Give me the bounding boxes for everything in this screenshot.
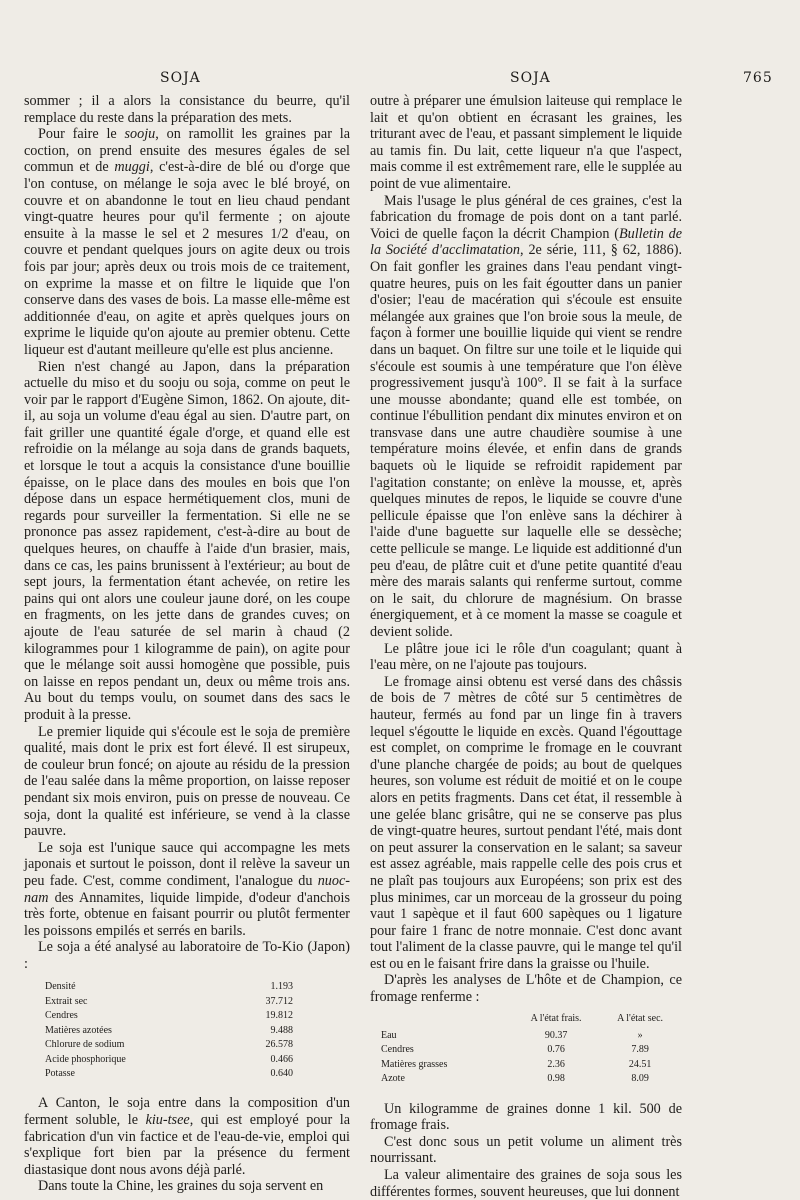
table-cell-value: 26.578: [265, 1039, 293, 1051]
table-cell-label: Extrait sec: [45, 995, 88, 1007]
table-cell-value: 19.812: [265, 1010, 293, 1022]
paragraph: D'après les analyses de L'hôte et de Champion, ce fromage renferme :: [370, 972, 682, 1006]
left-column: [24, 93, 350, 1195]
analysis-table-tokio: [44, 980, 294, 1081]
table-cell-dry: 24.51: [628, 1058, 652, 1070]
table-row: [380, 1043, 680, 1057]
table-row: [380, 1029, 680, 1043]
table-cell-value: 0.640: [270, 1067, 293, 1079]
paragraph: Le premier liquide qui s'écoule est le soja de première qualité, mais dont le prix est fort élevé. Il est sirupeux, de couleur brun foncé; on ajoute au résidu de la pression de l'eau salée dans la même proportion, on laisse reposer pendant six mois environ, puis on presse de nouveau. Ce soja, dont la qualité est inférieure, se vend à la classe pauvre.: [24, 723, 350, 840]
table-cell-label: Chlorure de sodium: [45, 1039, 125, 1051]
paragraph: Rien n'est changé au Japon, dans la préparation actuelle du miso et du sooju ou soja, comme on peut le voir par le rapport d'Eugène Simon, 1862. On ajoute, dit-il, au soja un volume d'eau égal au sien. D'autre part, on fait griller une quantité égale d'orge, et quand elle est refroidie on la mélange au soja dans de grands baquets, et lorsque le tout a acquis la consistance d'une bouillie épaisse, on le place dans des moules en bois que l'on dépose dans un espace hermétiquement clos, muni de regards pour surveiller la fermentation. Si elle ne se prononce pas assez rapidement, c'est-à-dire au bout de quelques heures, on chauffe à l'aide d'un brasier, mais, dans ce cas, les pains brunissent à l'extérieur; au bout de sept jours, la fermentation étant achevée, on retire les pains qui ont alors une couleur jaune doré, on les coupe en fragments, on les jette dans de grandes cuves; on ajoute de l'eau saturée de sel marin à chaud (2 kilogrammes pour 1 kilogramme de pain), on agite pour que le mélange soit aussi homogène que possible, puis on laisse en repos pendant un, deux ou même trois ans. Au bout du temps voulu, on soumet dans des sacs le produit à la presse.: [24, 358, 350, 723]
table-row: [44, 1009, 294, 1023]
table-row: [44, 1053, 294, 1067]
paragraph: sommer ; il a alors la consistance du beurre, qu'il remplace du reste dans la préparation des mets.: [24, 93, 350, 126]
paragraph: A Canton, le soja entre dans la composition d'un ferment soluble, le kiu-tsee, qui est employé pour la fabrication d'un vin factice et de l'eau-de-vie, emploi qui s'explique fort bien par la présence du ferment diastasique dont nous avons déjà parlé.: [24, 1095, 350, 1178]
table-cell-label: Matières azotées: [45, 1024, 112, 1036]
paragraph: Le fromage ainsi obtenu est versé dans des châssis de bois de 7 mètres de côté sur 5 centimètres de hauteur, fermés au fond par un linge fin à travers lequel s'égoutte le liquide en excès. Quand l'égouttage est complet, on comprime le fromage en le couvrant d'une planche chargée de poids; au bout de quelques heures, son volume est réduit de moitié et on le coupe alors en petits fragments. Dans cet état, il ressemble à une gelée blanc grisâtre, qui ne se conserve pas plus de vingt-quatre heures, surtout pendant l'été, mais dont on peut assurer la conservation en le salant; sa saveur est assez agréable, mais rappelle celle des pois crus et ne plaît pas toujours aux Européens; son prix est des plus minimes, car un morceau de la grosseur du poing vaut 1 sapèque et il faut 600 sapèques ou 1 ligature pour faire 1 franc de notre monnaie. C'est donc avant tout l'aliment de la classe pauvre, qui le mange tel qu'il est ou en le faisant frire dans la graisse ou l'huile.: [370, 673, 682, 972]
table-cell-fresh: 0.76: [547, 1044, 565, 1056]
paragraph: outre à préparer une émulsion laiteuse qui remplace le lait et qu'on obtient en écrasant les graines, les triturant avec de l'eau, et passant simplement le liquide au tamis fin. Du lait, cette liqueur n'a que l'aspect, mais comme il est extrêmement rare, elle le supplée au point de vue alimentaire.: [370, 93, 682, 192]
table-cell-label: Cendres: [45, 1010, 78, 1022]
table-row: [380, 1072, 680, 1086]
table-cell-label: Acide phosphorique: [45, 1053, 126, 1065]
table-row: [380, 1058, 680, 1072]
paragraph: Le soja est l'unique sauce qui accompagne les mets japonais et surtout le poisson, dont il relève la saveur un peu fade. C'est, comme condiment, l'analogue du nuoc-nam des Annamites, liquide limpide, d'odeur d'anchois très forte, obtenue en faisant pourrir ou plutôt fermenter les poissons empilés et serrés en barils.: [24, 839, 350, 939]
paragraph: Le plâtre joue ici le rôle d'un coagulant; quant à l'eau mère, on ne l'ajoute pas toujours.: [370, 640, 682, 674]
header-left-title: SOJA: [160, 70, 201, 86]
paragraph: Mais l'usage le plus général de ces graines, c'est la fabrication du fromage de pois dont on a tant parlé. Voici de quelle façon la décrit Champion (Bulletin de la Société d'acclimatation, 2e série, 111, § 62, 1886). On fait gonfler les graines dans l'eau pendant vingt-quatre heures, puis on les fait égoutter dans un panier d'osier; l'eau de macération qui s'écoule est ensuite mélangée aux graines que l'on broie sous la meule, de façon à former une bouillie liquide qui vient se rendre dans un baquet. On filtre sur une toile et le liquide qui s'écoule est soumis à une température que l'on élève progressivement jusqu'à 100°. Il se fait à la surface une mousse abondante; quand elle est tombée, on continue l'ébullition pendant dix minutes environ et on transvase dans une autre chaudière soumise à une température moins élevée, et enfin dans de grands baquets où le liquide se refroidit rapidement par l'agitation constante; on enlève la mousse, et, après quelques minutes de repos, le liquide se couvre d'une pellicule épaisse que l'on enlève sans la déchirer à l'aide d'une baguette sur laquelle elle se dessèche; cette pellicule se mange. Le liquide est additionné d'un peu d'eau, de plâtre cuit et d'une petite quantité d'eau mère des marais salants qui renferme surtout, comme on le sait, du chlorure de magnésium. On brasse énergiquement, et à ce moment la masse se coagule et devient solide.: [370, 192, 683, 640]
table-header-blank: [380, 1012, 512, 1029]
header-right-title: SOJA: [510, 70, 551, 86]
paragraph: Un kilogramme de graines donne 1 kil. 500 de fromage frais.: [370, 1100, 682, 1134]
table-cell-value: 0.466: [270, 1053, 293, 1065]
right-column: [370, 93, 682, 1200]
table-cell-dry: 8.09: [631, 1073, 649, 1085]
table-row: [44, 995, 294, 1009]
table-cell-dry: »: [637, 1030, 643, 1042]
table-row: [44, 1067, 294, 1081]
paragraph: La valeur alimentaire des graines de soja sous les différentes formes, souvent heureuses, que lui donnent: [370, 1167, 682, 1200]
paragraph: C'est donc sous un petit volume un aliment très nourrissant.: [370, 1133, 682, 1167]
table-cell-value: 9.488: [270, 1024, 293, 1036]
paragraph: Pour faire le sooju, on ramollit les graines par la coction, on prend ensuite des mesures égales de sel commun et de muggi, c'est-à-dire de blé ou d'orge que l'on contuse, on mélange le soja avec le blé broyé, on couvre et on abandonne le tout en lieu chaud pendant vingt-quatre heures pour qu'il fermente ; on ajoute ensuite à la masse le sel et 2 mesures 1/2 d'eau, on couvre et pendant quelques jours on agite deux ou trois fois par jour; après deux ou trois mois de ce traitement, on exprime la masse et on filtre le liquide que l'on conserve dans des vases de bois. La masse elle-même est additionnée d'eau, on agite et après quelques jours on exprime le liquide qu'on ajoute au premier obtenu. Cette liqueur est d'autant meilleure qu'elle est plus ancienne.: [24, 126, 350, 358]
table-cell-label: Azote: [381, 1073, 405, 1085]
table-cell-label: Cendres: [381, 1044, 414, 1056]
table-cell-fresh: 90.37: [544, 1030, 568, 1042]
table-cell-value: 1.193: [270, 981, 293, 993]
page-number: 765: [743, 70, 773, 86]
table-cell-label: Matières grasses: [381, 1058, 448, 1070]
analysis-table-fromage: [380, 1012, 680, 1087]
table-header: A l'état frais.: [530, 1012, 582, 1024]
table-cell-fresh: 0.98: [547, 1073, 565, 1085]
table-row: [44, 1024, 294, 1038]
table-cell-value: 37.712: [265, 995, 293, 1007]
table-header: A l'état sec.: [617, 1012, 664, 1024]
paragraph: Dans toute la Chine, les graines du soja servent en: [38, 1178, 324, 1195]
table-cell-label: Densité: [45, 981, 76, 993]
table-cell-label: Eau: [381, 1030, 397, 1042]
table-cell-label: Potasse: [45, 1067, 75, 1079]
table-row: [44, 980, 294, 994]
paragraph: Le soja a été analysé au laboratoire de To-Kio (Japon) :: [24, 939, 350, 972]
table-row: [44, 1038, 294, 1052]
table-cell-fresh: 2.36: [547, 1058, 565, 1070]
table-cell-dry: 7.89: [631, 1044, 649, 1056]
